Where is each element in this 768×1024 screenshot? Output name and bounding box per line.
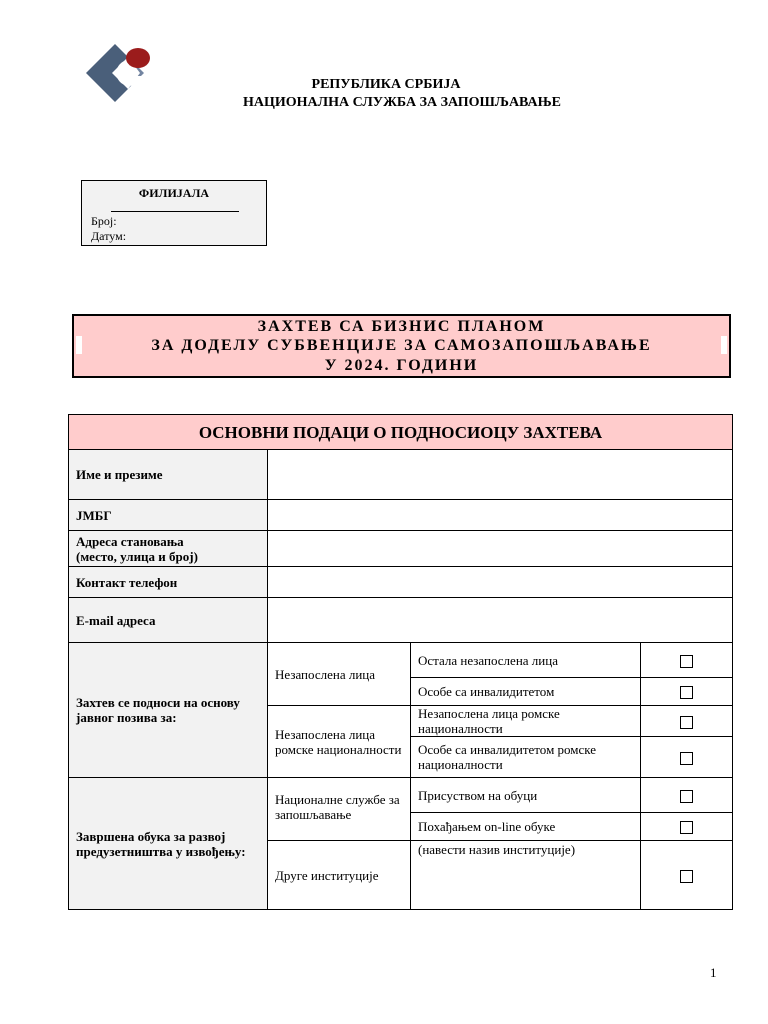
option-roma-unemployed: Незапослена лица ромске националности [411,706,641,737]
header-republic: РЕПУБЛИКА СРБИЈА [311,77,461,92]
checkbox-cell [641,813,733,841]
field-input-jmbg[interactable] [268,500,733,531]
document-title-box [72,314,731,378]
checkbox-roma-unemployed[interactable] [680,716,693,729]
group-other-institutions: Друге институције [268,841,411,910]
checkbox-cell [641,678,733,706]
checkbox-in-person[interactable] [680,790,693,803]
checkbox-other-institution[interactable] [680,870,693,883]
branch-number-label: Број: [91,214,117,228]
branch-box [81,180,267,246]
address-label-line2: (место, улица и број) [76,548,198,564]
branch-underline [111,211,239,212]
field-label-jmbg: ЈМБГ [69,500,268,531]
title-line-2: ЗА ДОДЕЛУ СУБВЕНЦИЈЕ ЗА САМОЗАПОШЉАВАЊЕ [151,337,652,354]
checkbox-cell [641,841,733,910]
checkbox-other-unemployed[interactable] [680,655,693,668]
branch-title: ФИЛИЈАЛА [138,186,210,200]
checkbox-cell [641,643,733,678]
title-line-1: ЗАХТЕВ СА БИЗНИС ПЛАНОМ [257,318,546,335]
option-in-person: Присуством на обуци [411,778,641,813]
header-agency: НАЦИОНАЛНА СЛУЖБА ЗА ЗАПОШЉАВАЊЕ [243,95,561,110]
title-line-3: У 2024. ГОДИНИ [324,357,479,374]
option-other-unemployed: Остала незапослена лица [411,643,641,678]
field-label-phone: Контакт телефон [69,567,268,598]
table-heading: ОСНОВНИ ПОДАЦИ О ПОДНОСИОЦУ ЗАХТЕВА [69,415,733,450]
applicant-data-table [68,414,733,910]
checkbox-online[interactable] [680,821,693,834]
option-online: Похађањем on-line обуке [411,813,641,841]
option-institution-name[interactable]: (навести назив институције) [411,841,641,910]
checkbox-roma-disabled[interactable] [680,752,693,765]
group-nsz-training: Националне службе за запошљавање [268,778,411,841]
field-input-address[interactable] [268,531,733,567]
branch-date-label: Датум: [91,229,127,243]
training-label: Завршена обука за развој предузетништва у извођењу: [69,778,268,910]
field-input-name[interactable] [268,450,733,500]
field-input-phone[interactable] [268,567,733,598]
page-number: 1 [710,965,717,980]
field-input-email[interactable] [268,598,733,643]
checkbox-cell [641,778,733,813]
public-call-label: Захтев се подноси на основу јавног позива за: [69,643,268,778]
checkbox-cell [641,706,733,737]
checkbox-cell [641,737,733,778]
address-label-line1: Адреса становања [76,533,184,549]
checkbox-disabled[interactable] [680,686,693,699]
option-disabled: Особе са инвалидитетом [411,678,641,706]
field-label-address [69,531,268,567]
option-roma-disabled: Особе са инвалидитетом ромске националности [411,737,641,778]
field-label-name: Име и презиме [69,450,268,500]
field-label-email: Е-mail адреса [69,598,268,643]
group-unemployed: Незапослена лица [268,643,411,706]
group-roma-unemployed: Незапослена лица ромске националности [268,706,411,778]
